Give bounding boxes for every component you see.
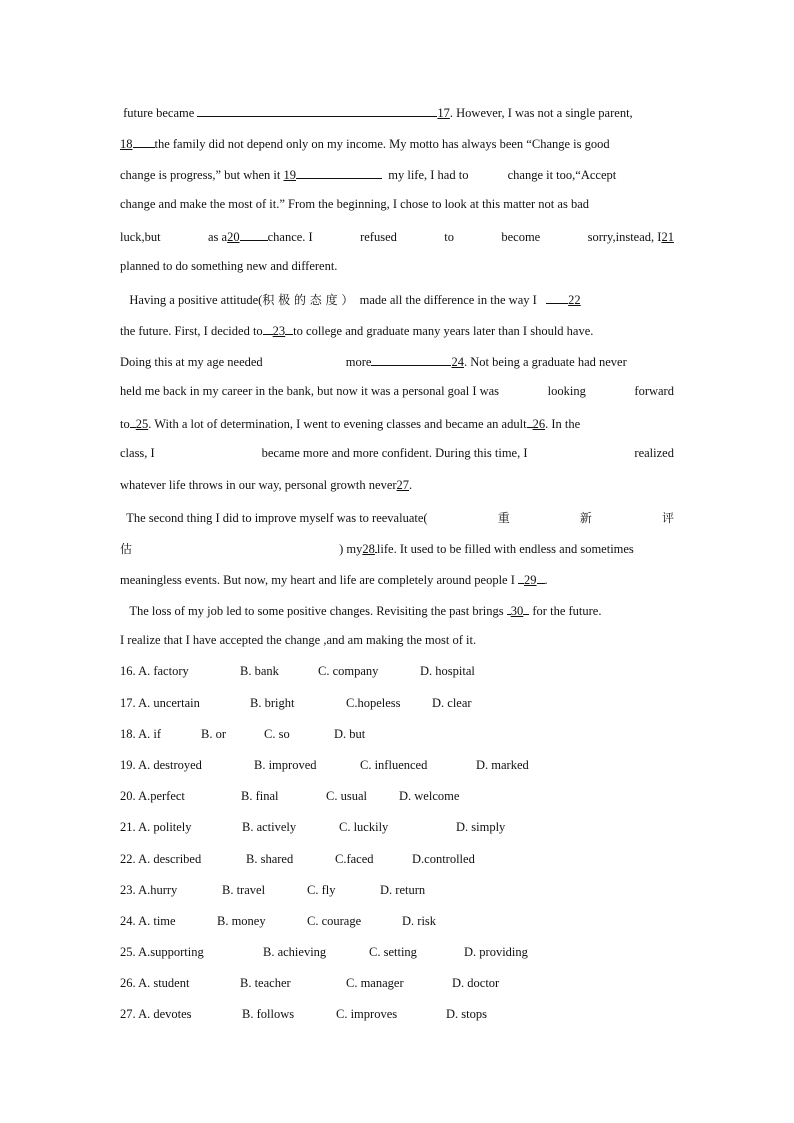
- option-text: C. so: [264, 727, 290, 741]
- option-a: [120, 664, 189, 679]
- option-b: [217, 914, 266, 929]
- passage-line-12: [120, 446, 674, 461]
- question-number: 24.: [120, 914, 136, 928]
- option-a: [120, 1007, 192, 1022]
- option-text: B. bright: [250, 696, 295, 710]
- text: 重: [497, 511, 510, 525]
- text: whatever life throws in our way, personal growth never: [120, 478, 397, 492]
- option-c: [335, 852, 374, 867]
- option-a: [120, 945, 204, 960]
- blank-number: 17: [437, 106, 450, 120]
- text: 估: [120, 542, 133, 556]
- option-text: C. usual: [326, 789, 367, 803]
- text: chance. I: [267, 230, 313, 244]
- option-b: [222, 883, 265, 898]
- text: life. It used to be filled with endless and sometimes: [376, 542, 634, 556]
- answer-blank: [371, 353, 451, 366]
- question-number: 22.: [120, 852, 136, 866]
- option-text: A.supporting: [138, 945, 204, 959]
- option-text: A. student: [138, 976, 190, 990]
- answer-blank: [537, 571, 545, 584]
- text: became more and more confident. During this time, I: [261, 446, 528, 460]
- option-text: C. company: [318, 664, 379, 678]
- text: become: [501, 230, 541, 244]
- option-a: [120, 976, 189, 991]
- text: to: [120, 417, 130, 431]
- passage-line-4: change and make the most of it.” From the beginning, I chose to look at this matter not as bad: [120, 197, 589, 211]
- text: . Not being a graduate had never: [463, 355, 627, 369]
- text: Doing this at my age needed: [120, 355, 263, 369]
- passage-line-8: [120, 322, 674, 339]
- passage-line-9: [120, 353, 674, 370]
- option-c: [369, 945, 417, 960]
- option-text: A. described: [138, 852, 202, 866]
- text: refused: [360, 230, 397, 244]
- option-text: B. bank: [240, 664, 279, 678]
- answer-blank: [263, 322, 273, 335]
- passage-line-10: [120, 384, 674, 399]
- blank-number: 20: [227, 230, 240, 244]
- option-text: A. factory: [138, 664, 189, 678]
- option-b: [246, 852, 293, 867]
- question-number: 27.: [120, 1007, 136, 1021]
- passage-line-16: [120, 571, 674, 588]
- option-text: B. or: [201, 727, 226, 741]
- option-text: A. time: [138, 914, 176, 928]
- option-text: D.controlled: [412, 852, 475, 866]
- question-number: 18.: [120, 727, 136, 741]
- option-d: [464, 945, 528, 960]
- text: 新: [579, 511, 592, 525]
- text: luck,but: [120, 230, 161, 244]
- answer-blank: [523, 602, 529, 615]
- text: held me back in my career in the bank, but now it was a personal goal I was: [120, 384, 500, 398]
- option-b: [201, 727, 226, 742]
- blank-number: 25: [135, 417, 149, 431]
- option-text: D. doctor: [452, 976, 500, 990]
- text: future became: [123, 106, 195, 120]
- option-text: C. courage: [307, 914, 362, 928]
- option-text: B. final: [241, 789, 279, 803]
- option-d: [452, 976, 499, 991]
- text: more: [345, 355, 372, 369]
- passage-line-13: [120, 478, 674, 493]
- option-b: [241, 789, 279, 804]
- option-d: [446, 1007, 487, 1022]
- passage-line-15: [120, 540, 674, 557]
- option-text: A. destroyed: [138, 758, 202, 772]
- answer-blank: [296, 166, 382, 179]
- option-text: A. devotes: [138, 1007, 192, 1021]
- question-number: 23.: [120, 883, 136, 897]
- text: 评: [661, 511, 674, 525]
- option-text: B. shared: [246, 852, 294, 866]
- text: The second thing I did to improve myself was to reevaluate(: [126, 511, 428, 525]
- option-text: B. money: [217, 914, 266, 928]
- question-number: 19.: [120, 758, 136, 772]
- option-text: A. politely: [138, 820, 192, 834]
- blank-number: 22: [568, 293, 581, 307]
- question-number: 16.: [120, 664, 136, 678]
- option-c: [326, 789, 367, 804]
- option-a: [120, 696, 200, 711]
- text: . With a lot of determination, I went to evening classes and became an adult: [148, 417, 527, 431]
- blank-number: 21: [661, 230, 674, 244]
- answer-blank: [240, 228, 268, 241]
- passage-line-2: [120, 135, 674, 152]
- option-b: [242, 820, 296, 835]
- text: made all the difference in the way I: [359, 293, 537, 307]
- option-a: [120, 758, 202, 773]
- question-number: 26.: [120, 976, 136, 990]
- option-text: D. risk: [402, 914, 437, 928]
- option-c: [318, 664, 378, 679]
- option-text: C. fly: [307, 883, 336, 897]
- option-a: [120, 852, 201, 867]
- option-text: A.hurry: [138, 883, 178, 897]
- option-text: D. simply: [456, 820, 506, 834]
- option-d: [420, 664, 475, 679]
- option-b: [254, 758, 317, 773]
- option-d: [412, 852, 475, 867]
- option-b: [250, 696, 294, 711]
- option-d: [476, 758, 529, 773]
- option-b: [263, 945, 326, 960]
- passage-line-14: [120, 509, 674, 526]
- blank-number: 19: [283, 168, 297, 182]
- option-text: D. clear: [432, 696, 472, 710]
- question-number: 17.: [120, 696, 136, 710]
- option-text: B. improved: [254, 758, 317, 772]
- question-number: 21.: [120, 820, 136, 834]
- text: change is progress,” but when it: [120, 168, 281, 182]
- answer-blank: [285, 322, 293, 335]
- blank-number: 27: [396, 478, 410, 492]
- text: change it too,“Accept: [507, 168, 617, 182]
- option-d: [402, 914, 436, 929]
- blank-number: 26: [532, 417, 546, 431]
- passage-line-7: [120, 291, 674, 308]
- passage-line-18: I realize that I have accepted the change ,and am making the most of it.: [120, 633, 477, 647]
- text: 积 极 的 态 度 ）: [262, 293, 354, 307]
- option-text: D. welcome: [399, 789, 460, 803]
- option-c: [360, 758, 427, 773]
- blank-number: 23: [272, 324, 286, 338]
- text: realized: [634, 446, 674, 460]
- option-d: [380, 883, 425, 898]
- option-text: C. influenced: [360, 758, 428, 772]
- text: The loss of my job led to some positive changes. Revisiting the past brings: [129, 604, 504, 618]
- text: .: [409, 478, 413, 492]
- option-text: A. uncertain: [138, 696, 200, 710]
- answer-blank: [546, 291, 568, 304]
- option-b: [242, 1007, 294, 1022]
- text: . In the: [545, 417, 581, 431]
- option-c: [346, 976, 404, 991]
- option-text: C. luckily: [339, 820, 389, 834]
- option-a: [120, 883, 177, 898]
- option-c: [336, 1007, 397, 1022]
- text: my life, I had to: [388, 168, 469, 182]
- option-text: A. if: [138, 727, 161, 741]
- text: looking: [547, 384, 586, 398]
- option-a: [120, 820, 192, 835]
- text: meaningless events. But now, my heart and life are completely around people I: [120, 573, 515, 587]
- text: to: [444, 230, 454, 244]
- text: class, I: [120, 446, 155, 460]
- passage-line-11: [120, 415, 674, 432]
- text: .: [544, 573, 548, 587]
- option-text: B. travel: [222, 883, 266, 897]
- text: to college and graduate many years later than I should have.: [293, 324, 594, 338]
- passage-line-6: planned to do something new and different.: [120, 259, 338, 273]
- option-text: B. actively: [242, 820, 297, 834]
- option-text: D. providing: [464, 945, 528, 959]
- option-c: [307, 914, 361, 929]
- option-text: B. follows: [242, 1007, 295, 1021]
- option-d: [334, 727, 365, 742]
- text: . However, I was not a single parent,: [449, 106, 633, 120]
- answer-blank: [197, 104, 437, 117]
- answer-blank: [133, 135, 155, 148]
- blank-number: 24: [451, 355, 464, 369]
- question-number: 25.: [120, 945, 136, 959]
- blank-number: 28: [362, 542, 375, 556]
- option-text: C. manager: [346, 976, 404, 990]
- option-b: [240, 664, 279, 679]
- option-text: D. return: [380, 883, 426, 897]
- text: as a: [208, 230, 228, 244]
- option-a: [120, 727, 161, 742]
- passage-line-3: [120, 166, 674, 183]
- option-b: [240, 976, 291, 991]
- question-number: 20.: [120, 789, 136, 803]
- text: for the future.: [532, 604, 602, 618]
- option-text: D. but: [334, 727, 366, 741]
- passage-line-17: [120, 602, 674, 619]
- text: Having a positive attitude(: [129, 293, 263, 307]
- option-c: [339, 820, 388, 835]
- option-c: [264, 727, 290, 742]
- option-text: B. teacher: [240, 976, 291, 990]
- option-a: [120, 789, 185, 804]
- option-text: C.faced: [335, 852, 374, 866]
- blank-number: 30: [510, 604, 524, 618]
- option-text: B. achieving: [263, 945, 327, 959]
- blank-number: 29: [524, 573, 537, 587]
- option-text: D. hospital: [420, 664, 475, 678]
- option-c: [307, 883, 335, 898]
- option-d: [456, 820, 505, 835]
- option-a: [120, 914, 176, 929]
- option-c: [346, 696, 401, 711]
- text: forward: [634, 384, 674, 398]
- passage-line-1: [120, 104, 674, 121]
- text: the future. First, I decided to: [120, 324, 263, 338]
- option-text: C.hopeless: [346, 696, 401, 710]
- option-text: C. improves: [336, 1007, 398, 1021]
- option-d: [399, 789, 459, 804]
- option-text: D. stops: [446, 1007, 487, 1021]
- passage-line-5: [120, 228, 674, 245]
- option-text: C. setting: [369, 945, 417, 959]
- text: the family did not depend only on my income. My motto has always been “Change is good: [154, 137, 610, 151]
- option-text: A.perfect: [138, 789, 185, 803]
- option-d: [432, 696, 472, 711]
- option-text: D. marked: [476, 758, 529, 772]
- blank-number: 18: [120, 137, 133, 151]
- text: sorry,instead, I: [587, 230, 662, 244]
- text: ) my: [339, 542, 363, 556]
